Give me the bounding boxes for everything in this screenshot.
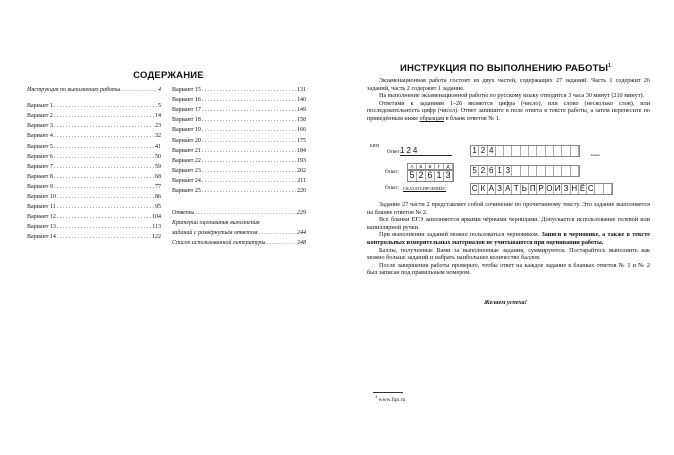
toc-entry — [27, 222, 161, 232]
toc-entry-page: 95 — [155, 204, 161, 211]
answer-cell: 4 — [488, 146, 496, 156]
leader-dots — [202, 158, 296, 164]
toc-entry-label: Инструкция по выполнению работы — [27, 87, 121, 94]
leader-dots — [54, 174, 154, 180]
answer-cell — [604, 184, 612, 194]
footnote-text: www.fipi.ru — [378, 396, 406, 403]
blank-label: Бланк — [591, 153, 600, 157]
toc-entry — [27, 162, 161, 172]
toc-entry-page: 184 — [297, 147, 306, 154]
toc-entry-label: Вариант 15 — [172, 87, 201, 94]
toc-entry-label: Вариант 7 — [27, 163, 53, 170]
answer-cell: Г — [435, 164, 444, 170]
toc-entry-page: 32 — [155, 133, 161, 140]
example-1-cells — [470, 145, 580, 157]
toc-entry — [27, 182, 161, 192]
answer-cell: 5 — [471, 166, 479, 176]
toc-entry — [27, 111, 161, 121]
answer-cell — [504, 146, 512, 156]
toc-entry-label: Вариант 17 — [172, 107, 201, 114]
toc-entry-label: Вариант 18 — [172, 117, 201, 124]
toc-entry — [27, 85, 161, 95]
toc-entry-page: 175 — [297, 137, 306, 144]
paragraph: Экзаменационная работа состоит из двух частей, содержащих 27 заданий. Часть 1 содержит 26 заданий, часть 2 содержит 1 задание. — [367, 77, 650, 92]
toc-entry-label: Вариант 12 — [27, 214, 56, 221]
toc-entry — [172, 105, 306, 115]
toc-entry-page: 193 — [297, 157, 306, 164]
answer-cell — [595, 184, 603, 194]
toc-entry-label: Вариант 10 — [27, 193, 56, 200]
text: Записи в черновике, а также в тексте контрольных измерительных материалов не учитываются при оценивании работы. — [367, 231, 650, 246]
answer-cell — [554, 166, 562, 176]
footnote-divider — [373, 392, 403, 393]
toc-entry-page: 5 — [158, 103, 161, 110]
answer-cell: Т — [512, 184, 520, 194]
toc-entry-page: 14 — [155, 113, 161, 120]
answer-cell — [546, 146, 554, 156]
leader-dots — [202, 97, 296, 103]
example-2-cells — [470, 165, 580, 177]
toc-entry-label: Вариант 4 — [27, 133, 53, 140]
footnote — [375, 394, 405, 403]
toc-entry-label: Вариант 19 — [172, 127, 201, 134]
toc-entry-page: 158 — [297, 117, 306, 124]
toc-entry-page: 122 — [152, 234, 161, 241]
leader-dots — [202, 148, 296, 154]
answer-label: Ответ: — [387, 150, 401, 155]
leader-dots — [57, 224, 151, 230]
toc-entry — [172, 208, 306, 218]
toc-entry-label: заданий с развёрнутым ответом — [172, 230, 258, 237]
answer-cell: К — [479, 184, 487, 194]
instruction-text-bottom — [367, 201, 650, 277]
answer-label: Ответ: — [385, 186, 399, 191]
answer-cell — [562, 146, 570, 156]
toc-entry-label: Вариант 13 — [27, 224, 56, 231]
answer-cell — [562, 166, 570, 176]
toc-entry-page: 41 — [155, 143, 161, 150]
footnote-mark: 1 — [608, 63, 612, 69]
leader-dots — [202, 188, 296, 194]
answer-cell: О — [546, 184, 553, 193]
toc-entry-label: Вариант 14 — [27, 234, 56, 241]
answer-cell: А — [488, 184, 494, 193]
kim-label: КИМ — [370, 143, 380, 148]
answer-cell — [512, 166, 520, 176]
leader-dots — [195, 210, 296, 216]
toc-entry-page: 77 — [155, 183, 161, 190]
leader-dots — [54, 113, 154, 119]
toc-entry — [172, 228, 306, 238]
toc-column-1 — [27, 85, 161, 242]
toc-entry-label: Вариант 24 — [172, 177, 201, 184]
toc-entry-page: 131 — [297, 87, 306, 94]
paragraph: После завершения работы проверьте, чтобы ответ на каждое задание в бланках ответов № 1 и № 2 был записан под правильным номером. — [367, 261, 650, 277]
paragraph: Баллы, полученные Вами за выполненные задания, суммируются. Постарайтесь выполнить как можно больше заданий и набрать наибольшее количество баллов. — [367, 246, 650, 262]
toc-entry-page: 140 — [297, 97, 306, 104]
toc-entry-page: 4 — [158, 87, 161, 94]
toc-entry-label: Вариант 21 — [172, 147, 201, 154]
toc-entry-line1: Критерии оценивания выполнения — [172, 220, 260, 227]
answer-cell: 2 — [479, 166, 487, 176]
leader-dots — [258, 230, 296, 236]
leader-dots — [57, 234, 151, 240]
text: При выполнении заданий можно пользоваться черновиком. — [379, 231, 542, 239]
answer-cell: 2 — [417, 170, 426, 181]
paragraph: Все бланки ЕГЭ заполняются яркими чёрными чернилами. Допускается использование гелевой или капиллярной ручки. — [367, 216, 650, 231]
instruction-text-top — [367, 77, 650, 123]
toc-entry-page: 202 — [297, 167, 306, 174]
toc-entry — [27, 101, 161, 111]
toc-entry-page: 166 — [297, 127, 306, 134]
leader-dots — [202, 117, 296, 123]
toc-entry-label: Вариант 5 — [27, 143, 53, 150]
leader-dots — [54, 123, 154, 129]
toc-entry — [27, 141, 161, 151]
toc-entry-page: 86 — [155, 193, 161, 200]
toc-title: СОДЕРЖАНИЕ — [133, 70, 204, 81]
toc-entry — [172, 95, 306, 105]
example-1-answer: 124 — [400, 146, 452, 156]
answer-cell — [537, 146, 545, 156]
answer-cell — [571, 166, 579, 176]
text: образцам — [419, 114, 445, 122]
leader-dots — [202, 127, 296, 133]
answer-cell: 2 — [479, 146, 487, 156]
leader-dots — [54, 154, 154, 160]
leader-dots — [202, 138, 296, 144]
leader-dots — [202, 178, 296, 184]
paragraph — [367, 231, 650, 246]
answer-label: Ответ: — [385, 170, 399, 175]
answer-cell — [571, 146, 579, 156]
answer-cell — [529, 166, 537, 176]
answer-cell: Д — [444, 164, 453, 170]
toc-entry-page: 229 — [297, 210, 306, 217]
toc-entry — [27, 202, 161, 212]
answer-cell: Ь — [521, 184, 529, 194]
leader-dots — [202, 87, 296, 93]
answer-cell: З — [496, 184, 504, 194]
toc-entry-label: Вариант 3 — [27, 123, 53, 130]
leader-dots — [57, 214, 151, 220]
digits-row — [407, 169, 454, 182]
toc-entry-label: Вариант 1 — [27, 103, 53, 110]
instruction-title — [337, 63, 674, 74]
toc-entry — [172, 156, 306, 166]
toc-entry-label: Вариант 2 — [27, 113, 53, 120]
answer-cell: С — [587, 184, 594, 193]
answer-cell: 1 — [496, 166, 504, 176]
toc-entry — [172, 176, 306, 186]
leader-dots — [54, 133, 154, 139]
toc-entry — [27, 121, 161, 131]
toc-entry-label: Вариант 20 — [172, 137, 201, 144]
toc-entry-page: 23 — [155, 123, 161, 130]
answer-cell: Ё — [579, 184, 586, 193]
leader-dots — [121, 87, 157, 93]
toc-entry — [172, 125, 306, 135]
footnote-mark: 1 — [375, 394, 378, 399]
toc-entry-page: 59 — [155, 163, 161, 170]
toc-entry-label: Список использованной литературы — [172, 240, 266, 247]
toc-entry-label: Вариант 25 — [172, 187, 201, 194]
toc-entry — [27, 232, 161, 242]
answer-cell: 3 — [444, 170, 453, 181]
answer-cell: 5 — [408, 170, 417, 181]
answer-cell: С — [471, 184, 478, 193]
text: в бланк ответов № 1. — [444, 114, 501, 122]
leader-dots — [54, 184, 154, 190]
answer-cell: Р — [538, 184, 544, 193]
answer-cell: Б — [417, 164, 426, 170]
toc-entry — [172, 238, 306, 248]
leader-dots — [57, 204, 154, 210]
text: Ответами к заданиям 1–26 являются цифра (число), или слово (несколько слов), или последовательность цифр (чисел). Ответ запишите в поле ответа в тексте работы, а затем перенесите по приведённым ниже — [367, 99, 650, 122]
toc-entry-page: 68 — [155, 173, 161, 180]
toc-entry-page: 220 — [297, 187, 306, 194]
answer-cell — [512, 146, 520, 156]
leader-dots — [266, 240, 296, 246]
toc-entry — [27, 152, 161, 162]
title-text: ИНСТРУКЦИЯ ПО ВЫПОЛНЕНИЮ РАБОТЫ — [399, 63, 609, 75]
toc-entry — [27, 131, 161, 141]
toc-entry — [27, 172, 161, 182]
answer-cell: 6 — [426, 170, 435, 181]
toc-entry — [172, 135, 306, 145]
answer-cell — [521, 146, 529, 156]
leader-dots — [202, 107, 296, 113]
toc-entry-label: Вариант 23 — [172, 167, 201, 174]
toc-entry-label: Ответы — [172, 210, 195, 217]
toc-entry — [27, 192, 161, 202]
answer-cell: А — [505, 184, 511, 193]
answer-cell — [521, 166, 529, 176]
toc-entry-label: Вариант 11 — [27, 204, 56, 211]
example-3-answer: СКАЗАТЬПРОИЗНЁС — [403, 186, 447, 191]
toc-entry — [172, 85, 306, 95]
answer-cell — [529, 146, 537, 156]
answer-cell: 1 — [435, 170, 444, 181]
answer-cell: 3 — [504, 166, 512, 176]
toc-entry-label: Вариант 16 — [172, 97, 201, 104]
leader-dots — [54, 164, 154, 170]
paragraph: Задание 27 части 2 представляет собой сочинение по прочитанному тексту. Это задание выполняется на бланке ответов № 2. — [367, 201, 650, 216]
answer-cell: 1 — [471, 146, 479, 156]
example-3-cells — [470, 183, 613, 195]
toc-entry-page: 50 — [155, 153, 161, 160]
leader-dots — [202, 168, 296, 174]
toc-entry-page: 248 — [297, 240, 306, 247]
paragraph: На выполнение экзаменационной работы по русскому языку отводится 3 часа 30 минут (210 минут). — [379, 92, 645, 100]
toc-entry — [27, 212, 161, 222]
toc-entry-label: Вариант 22 — [172, 157, 201, 164]
answer-cell: Н — [571, 184, 578, 193]
toc-entry-page: 113 — [152, 224, 161, 231]
toc-entry — [172, 115, 306, 125]
toc-column-2 — [172, 85, 306, 248]
toc-entry — [172, 186, 306, 196]
answer-cell — [554, 146, 562, 156]
answer-cell — [537, 166, 545, 176]
toc-entry — [172, 146, 306, 156]
toc-entry — [172, 166, 306, 176]
answer-cell: А — [408, 164, 417, 170]
leader-dots — [57, 194, 154, 200]
leader-dots — [54, 144, 154, 150]
answer-cell: И — [554, 184, 561, 193]
toc-entry-page: 149 — [297, 107, 306, 114]
answer-cell: 6 — [488, 166, 496, 176]
toc-entry-label: Вариант 9 — [27, 183, 53, 190]
leader-dots — [54, 103, 157, 109]
paragraph — [367, 100, 650, 123]
toc-entry-page: 104 — [152, 214, 161, 221]
answer-cell — [496, 146, 504, 156]
toc-entry-label: Вариант 8 — [27, 173, 53, 180]
instruction-page — [337, 0, 674, 455]
answer-cell: З — [562, 184, 570, 194]
toc-entry-label: Вариант 6 — [27, 153, 53, 160]
answer-cell: П — [529, 184, 536, 193]
answer-cell: В — [426, 164, 435, 170]
toc-entry-page: 244 — [297, 230, 306, 237]
toc-entry-page: 211 — [297, 177, 306, 184]
good-luck-text: Желаем успеха! — [483, 299, 528, 306]
answer-cell — [546, 166, 554, 176]
